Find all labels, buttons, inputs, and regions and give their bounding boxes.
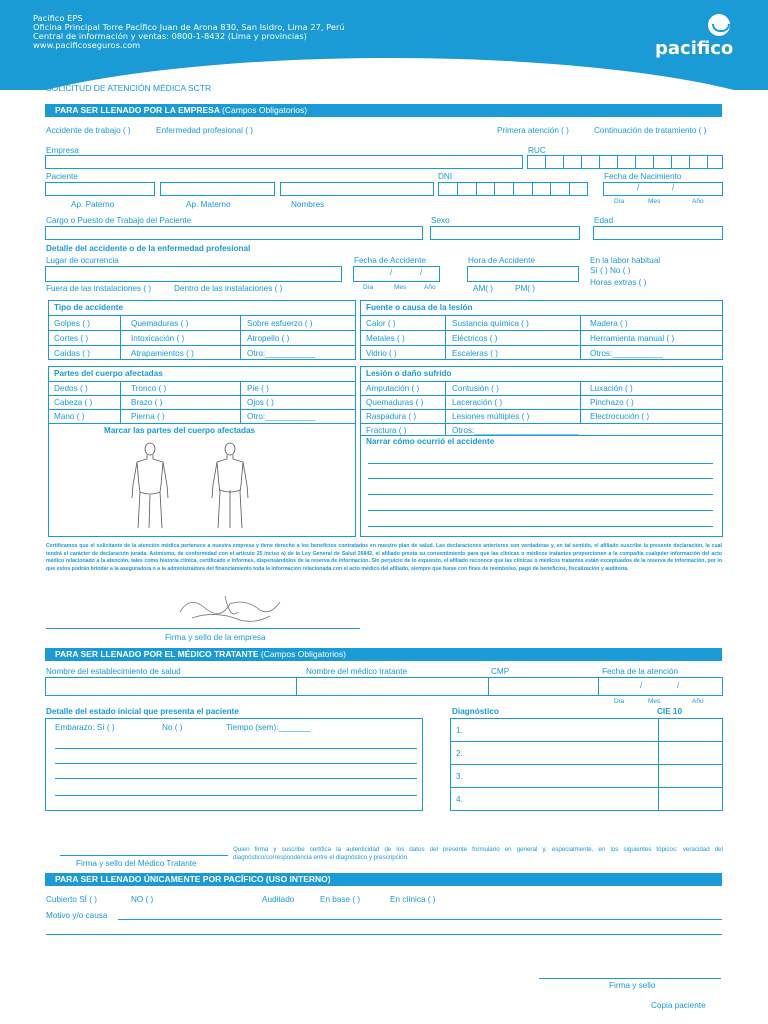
table-col-divider: [580, 315, 581, 360]
ruc-label: RUC: [528, 146, 546, 155]
cubierto-no-option[interactable]: NO ( ): [131, 895, 154, 904]
empresa-field[interactable]: [45, 155, 523, 169]
marcar-partes-heading: Marcar las partes del cuerpo afectadas: [104, 426, 256, 435]
date-slash: /: [637, 183, 640, 192]
table-row-divider: [360, 423, 723, 424]
edad-field[interactable]: [593, 226, 723, 240]
lesion-option[interactable]: Contusión ( ): [452, 384, 499, 393]
company-website: www.pacificoseguros.com: [33, 40, 141, 50]
date-slash: /: [390, 268, 393, 277]
detalle-accidente-heading: Detalle del accidente o de la enfermedad profesional: [46, 244, 251, 253]
date-slash: /: [420, 268, 423, 277]
table-col-divider: [296, 677, 297, 696]
lesion-heading: Lesión o daño sufrido: [366, 369, 452, 378]
tipo-option[interactable]: Otro:___________: [247, 349, 316, 358]
ruc-divider: [653, 155, 654, 169]
auditado-label: Auditado: [262, 895, 295, 904]
table-row-divider: [360, 409, 723, 410]
fuente-option[interactable]: Sustancia química ( ): [452, 319, 529, 328]
partes-cuerpo-heading: Partes del cuerpo afectadas: [54, 369, 163, 378]
dni-divider: [513, 182, 514, 196]
narrative-line[interactable]: [368, 510, 713, 511]
tipo-accidente-heading: Tipo de accidente: [54, 303, 124, 312]
fecha-accidente-field[interactable]: [353, 266, 440, 282]
lesion-option[interactable]: Electrocución ( ): [590, 412, 650, 421]
fecha-accidente-label: Fecha de Accidente: [354, 256, 426, 265]
hora-accidente-label: Hora de Accidente: [468, 256, 535, 265]
parte-option[interactable]: Mano ( ): [54, 412, 85, 421]
narrative-line[interactable]: [368, 526, 713, 527]
table-col-divider: [120, 315, 121, 360]
ruc-divider: [617, 155, 618, 169]
fuente-option[interactable]: Escaleras ( ): [452, 349, 498, 358]
firma-empresa-label: Firma y sello de la empresa: [165, 633, 266, 642]
lesion-option[interactable]: Pinchazo ( ): [590, 398, 634, 407]
company-name: Pacifico EPS: [33, 13, 83, 23]
empresa-label: Empresa: [46, 146, 79, 155]
body-front-figure[interactable]: [125, 440, 175, 530]
motivo-line[interactable]: [118, 919, 722, 920]
ruc-divider: [671, 155, 672, 169]
anio-label: Año: [692, 198, 704, 205]
date-slash: /: [672, 183, 675, 192]
narrar-heading: Narrar cómo ocurrió el accidente: [366, 437, 495, 446]
tipo-option[interactable]: Intoxicación ( ): [131, 334, 185, 343]
table-col-divider: [580, 381, 581, 423]
table-row-divider: [48, 315, 356, 316]
parte-option[interactable]: Ojos ( ): [247, 398, 274, 407]
pm-option[interactable]: PM( ): [515, 284, 536, 293]
ap-paterno-label: Ap. Paterno: [71, 200, 115, 209]
body-back-figure[interactable]: [205, 440, 255, 530]
lesion-option[interactable]: Luxación ( ): [590, 384, 633, 393]
fuente-option[interactable]: Otros:___________: [590, 349, 663, 358]
fuente-option[interactable]: Herramienta manual ( ): [590, 334, 675, 343]
cargo-field[interactable]: [45, 226, 423, 240]
table-row-divider: [48, 423, 356, 424]
table-row-divider: [450, 764, 723, 765]
table-col-divider: [488, 677, 489, 696]
ruc-divider: [545, 155, 546, 169]
table-row-divider: [360, 435, 723, 436]
tipo-option[interactable]: Cortes ( ): [54, 334, 89, 343]
ruc-divider: [689, 155, 690, 169]
ruc-divider: [563, 155, 564, 169]
horas-extras-option[interactable]: Horas extras ( ): [590, 278, 647, 287]
anio-label: Año: [692, 698, 704, 705]
parte-option[interactable]: Brazo ( ): [131, 398, 163, 407]
en-base-option[interactable]: En base ( ): [320, 895, 361, 904]
parte-option[interactable]: Cabeza ( ): [54, 398, 93, 407]
dni-divider: [494, 182, 495, 196]
table-row-divider: [48, 409, 356, 410]
fuera-instalaciones-option[interactable]: Fuera de las instalaciones ( ): [46, 284, 152, 293]
anio-label: Año: [424, 284, 436, 291]
cargo-label: Cargo o Puesto de Trabajo del Paciente: [46, 216, 192, 225]
firma-medico-line[interactable]: [60, 855, 228, 856]
lesion-option[interactable]: Otros:_______________________: [452, 426, 580, 435]
lesion-option[interactable]: Raspadura ( ): [366, 412, 417, 421]
diagnostico-heading: Diagnóstico: [452, 707, 499, 716]
establecimiento-label: Nombre del establecimiento de salud: [46, 667, 181, 676]
diagnostico-row[interactable]: 4.: [456, 795, 463, 804]
table-row-divider: [360, 381, 723, 382]
ruc-divider: [707, 155, 708, 169]
company-address: Oficina Principal Torre Pacífico Juan de Arona 830, San Isidro, Lima 27, Perú: [33, 22, 345, 32]
date-slash: /: [677, 681, 680, 690]
table-row-divider: [48, 381, 356, 382]
lesion-option[interactable]: Amputación ( ): [366, 384, 420, 393]
diagnostico-row[interactable]: 3.: [456, 772, 463, 781]
ap-materno-field[interactable]: [160, 182, 275, 196]
hora-accidente-field[interactable]: [467, 266, 579, 282]
parte-option[interactable]: Dedos ( ): [54, 384, 88, 393]
sexo-label: Sexo: [431, 216, 450, 225]
firma-sello-label: Firma y sello: [609, 981, 656, 990]
pacifico-logo-icon: [708, 14, 730, 36]
parte-option[interactable]: Tronco ( ): [131, 384, 167, 393]
tipo-option[interactable]: Atrapamientos ( ): [131, 349, 194, 358]
lugar-ocurrencia-field[interactable]: [45, 266, 342, 282]
tiempo-semanas-field[interactable]: Tiempo (sem):_______: [226, 723, 311, 732]
certificacion-medico: Quien firma y suscribe certifica la autenticidad de los datos del presente formulario en general y, especialmente, en los siguientes tópicos: veracidad del diagnóstico/correspondencia entre el diagnóstico y prescripción.: [233, 846, 723, 861]
medico-info-row: [45, 677, 723, 696]
parte-option[interactable]: Pierna ( ): [131, 412, 165, 421]
cmp-label: CMP: [491, 667, 510, 676]
tipo-option[interactable]: Atropello ( ): [247, 334, 290, 343]
dia-label: Día: [614, 698, 625, 705]
table-row-divider: [48, 395, 356, 396]
nombres-field[interactable]: [280, 182, 434, 196]
estado-inicial-heading: Detalle del estado inicial que presenta el paciente: [46, 707, 239, 716]
company-phone: Central de información y ventas: 0800-1-8432 (Lima y provincias): [33, 31, 307, 41]
labor-habitual-options[interactable]: Sí ( ) No ( ): [590, 266, 631, 275]
fecha-nacimiento-label: Fecha de Nacimiento: [604, 172, 682, 181]
narrative-line[interactable]: [368, 478, 713, 479]
mes-label: Mes: [394, 284, 407, 291]
fuente-option[interactable]: Madera ( ): [590, 319, 628, 328]
firma-sello-line[interactable]: [539, 978, 721, 979]
diagnostico-row[interactable]: 2.: [456, 749, 463, 758]
table-row-divider: [360, 330, 723, 331]
edad-label: Edad: [594, 216, 614, 225]
lugar-ocurrencia-label: Lugar de ocurrencia: [46, 256, 119, 265]
dia-label: Día: [614, 198, 625, 205]
ap-paterno-field[interactable]: [45, 182, 155, 196]
fecha-nacimiento-field[interactable]: [603, 182, 723, 196]
section-medico-bar: PARA SER LLENADO POR EL MÉDICO TRATANTE (Campos Obligatorios): [45, 648, 722, 661]
ap-materno-label: Ap. Materno: [186, 200, 231, 209]
dni-divider: [569, 182, 570, 196]
narrative-line[interactable]: [368, 463, 713, 464]
medico-tratante-label: Nombre del médico tratante: [306, 667, 408, 676]
lesion-option[interactable]: Laceración ( ): [452, 398, 503, 407]
declaracion-legal: Certificamos que el solicitante de la atención médica pertenece a nuestra empresa y tiene derecho a los beneficios contratados en nuestro plan de salud. Las declaraciones anteriores son verdaderas y, en tal sentido, el afiliado suscribe la presente declaración, la cual tendrá el carácter de declaración jurada. Asimismo, de conformidad con el artículo 25 inciso a) de la Ley General de Salud 26842, el afiliado presta su consentimiento para que las clínicas o médicos tratantes proporcionen a la compañía cualquier información del acto médico relacionado a la atención, tales como historia clínica, certificado e informes, dispensándolos de la reserva de información. Sin perjuicio de lo expuesto, el afiliado reconoce que las clínicas o médicos tratantes están exceptuados de la reserva de información, por lo que estos podrán brindar a la aseguradora o a la administradora del financiamiento toda la información relacionada con el acto médico del afiliado, siempre que fuese con fines de reembolso, pago de beneficios, fiscalización y auditoría.: [46, 543, 722, 572]
narrative-line[interactable]: [368, 494, 713, 495]
nombres-label: Nombres: [291, 200, 325, 209]
table-col-divider: [120, 381, 121, 423]
fuente-option[interactable]: Vidrio ( ): [366, 349, 397, 358]
accidente-trabajo-option[interactable]: Accidente de trabajo ( ): [46, 126, 131, 135]
tipo-option[interactable]: Golpes ( ): [54, 319, 90, 328]
diagnostico-row[interactable]: 1.: [456, 726, 463, 735]
table-row-divider: [450, 787, 723, 788]
fecha-atencion-label: Fecha de la atención: [602, 667, 679, 676]
pacifico-logo: pacifico: [655, 38, 734, 59]
tipo-option[interactable]: Quemaduras ( ): [131, 319, 189, 328]
section-interno-bar: PARA SER LLENADO ÚNICAMENTE POR PACÍFICO (USO INTERNO): [45, 873, 722, 886]
form-title: SOLICITUD DE ATENCIÓN MÉDICA SCTR: [46, 83, 212, 93]
motivo-line[interactable]: [46, 934, 722, 935]
estado-line[interactable]: [55, 795, 417, 796]
table-row-divider: [360, 345, 723, 346]
table-col-divider: [240, 315, 241, 360]
table-row-divider: [48, 345, 356, 346]
ruc-divider: [599, 155, 600, 169]
parte-option[interactable]: Otro:___________: [247, 412, 316, 421]
table-col-divider: [445, 381, 446, 435]
ruc-divider: [581, 155, 582, 169]
dni-divider: [457, 182, 458, 196]
fuente-lesion-heading: Fuente o causa de la lesión: [366, 303, 473, 312]
dni-divider: [532, 182, 533, 196]
ruc-field[interactable]: [527, 155, 723, 169]
dni-divider: [476, 182, 477, 196]
labor-habitual-label: En la labor habitual: [590, 256, 661, 265]
primera-atencion-option[interactable]: Primera atención ( ): [497, 126, 569, 135]
fuente-option[interactable]: Eléctricos ( ): [452, 334, 498, 343]
dni-divider: [550, 182, 551, 196]
table-col-divider: [240, 381, 241, 423]
en-clinica-option[interactable]: En clínica ( ): [390, 895, 436, 904]
fuente-option[interactable]: Metales ( ): [366, 334, 405, 343]
table-row-divider: [48, 330, 356, 331]
sexo-field[interactable]: [430, 226, 580, 240]
tipo-option[interactable]: Caídas ( ): [54, 349, 90, 358]
cie10-heading: CIE 10: [657, 707, 683, 716]
dentro-instalaciones-option[interactable]: Dentro de las instalaciones ( ): [174, 284, 283, 293]
table-row-divider: [360, 395, 723, 396]
enfermedad-profesional-option[interactable]: Enfermedad profesional ( ): [156, 126, 253, 135]
header-contact: [33, 14, 345, 50]
table-col-divider: [445, 315, 446, 360]
tipo-option[interactable]: Sobre esfuerzo ( ): [247, 319, 313, 328]
mes-label: Mes: [648, 698, 661, 705]
continuacion-tratamiento-option[interactable]: Continuación de tratamiento ( ): [594, 126, 707, 135]
section-empresa-bar: PARA SER LLENADO POR LA EMPRESA (Campos Obligatorios): [45, 104, 722, 117]
partes-cuerpo-table: [48, 366, 356, 537]
am-option[interactable]: AM( ): [473, 284, 494, 293]
firma-medico-label: Firma y sello del Médico Tratante: [76, 859, 197, 868]
paciente-label: Paciente: [46, 172, 78, 181]
parte-option[interactable]: Pie ( ): [247, 384, 269, 393]
estado-line[interactable]: [55, 748, 417, 749]
firma-empresa-line[interactable]: [46, 628, 360, 629]
lesion-option[interactable]: Lesiones múltiples ( ): [452, 412, 530, 421]
lesion-option[interactable]: Quemaduras ( ): [366, 398, 424, 407]
dia-label: Día: [363, 284, 374, 291]
embarazo-si-option[interactable]: Embarazo: Sí ( ): [55, 723, 115, 732]
date-slash: /: [640, 681, 643, 690]
table-row-divider: [360, 315, 723, 316]
copia-paciente-label: Copia paciente: [651, 1001, 706, 1010]
embarazo-no-option[interactable]: No ( ): [162, 723, 183, 732]
table-col-divider: [598, 677, 599, 696]
fuente-option[interactable]: Calor ( ): [366, 319, 396, 328]
table-row-divider: [450, 741, 723, 742]
dni-label: DNI: [438, 172, 453, 181]
cubierto-si-option[interactable]: Cubierto SÍ ( ): [46, 895, 97, 904]
motivo-label: Motivo y/o causa: [46, 911, 108, 920]
estado-line[interactable]: [55, 778, 417, 779]
empresa-signature-stamp: [170, 590, 290, 628]
estado-line[interactable]: [55, 763, 417, 764]
ruc-divider: [635, 155, 636, 169]
lesion-option[interactable]: Fractura ( ): [366, 426, 407, 435]
mes-label: Mes: [648, 198, 661, 205]
